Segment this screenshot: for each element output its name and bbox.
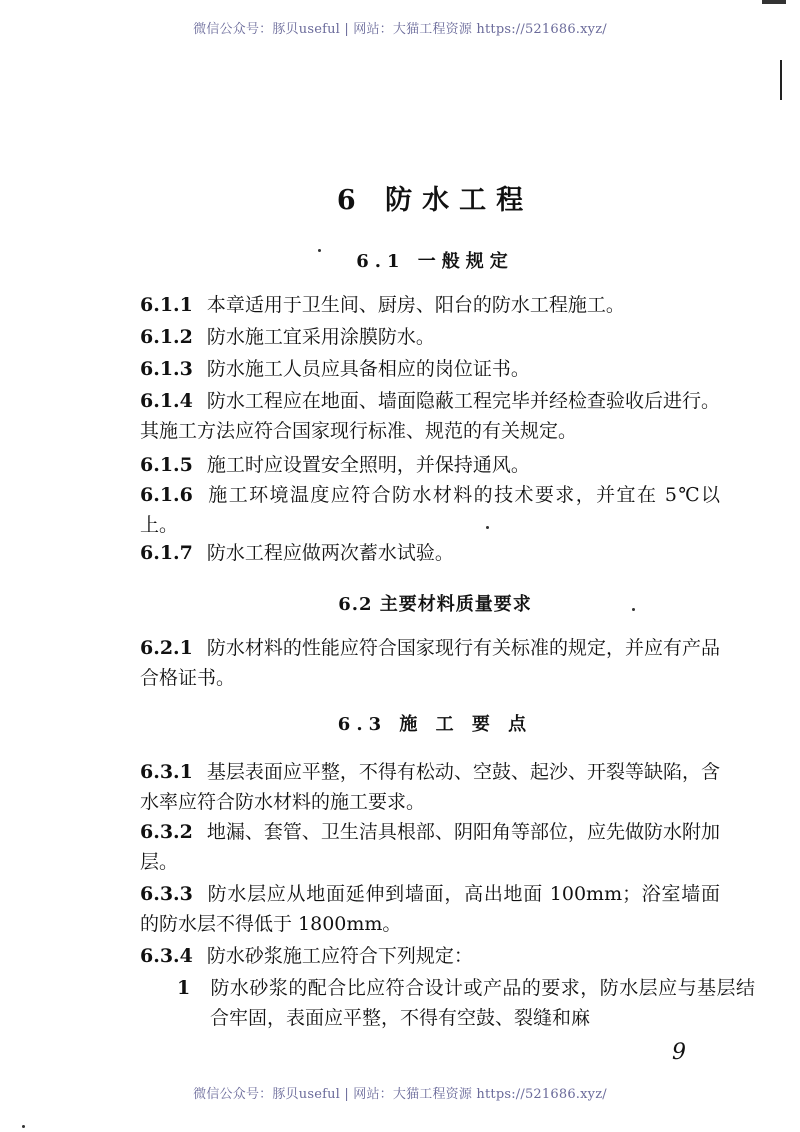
clause-6-1-7 (140, 538, 720, 568)
watermark-bottom: 微信公众号：豚贝useful | 网站：大猫工程资源 https://521686.xyz/ (193, 1087, 607, 1102)
chapter-title: 6 防水工程 (336, 185, 534, 216)
scan-artifact-corner (762, 0, 786, 4)
clause-6-3-3 (140, 879, 720, 939)
item-text: 防水砂浆的配合比应符合设计或产品的要求，防水层应与基层结合牢固，表面应平整，不得有空鼓、裂缝和麻 (210, 977, 755, 1029)
clause-6-1-2 (140, 322, 720, 352)
clause-6-1-3 (140, 354, 720, 384)
clause-6-2-1 (140, 633, 720, 693)
clause-text: 防水工程应做两次蓄水试验。 (206, 542, 454, 564)
clause-6-1-5 (140, 450, 720, 480)
clause-6-1-6 (140, 480, 720, 540)
clause-text: 防水层应从地面延伸到墙面，高出地面 100mm；浴室墙面的防水层不得低于 1800mm。 (140, 883, 720, 935)
clause-number: 6.3.4 (140, 945, 193, 967)
clause-6-1-1 (140, 290, 720, 320)
clause-text: 施工时应设置安全照明，并保持通风。 (206, 454, 530, 476)
clause-number: 6.1.4 (140, 390, 193, 412)
clause-text: 本章适用于卫生间、厨房、阳台的防水工程施工。 (206, 294, 625, 316)
item-number: 1 (177, 977, 191, 999)
clause-6-3-1 (140, 757, 720, 817)
clause-number: 6.3.1 (140, 761, 193, 783)
scan-speck (632, 608, 635, 611)
clause-text: 防水砂浆施工应符合下列规定： (206, 945, 473, 967)
clause-number: 6.1.5 (140, 454, 193, 476)
section-title-6-1: 6.1 一般规定 (356, 251, 514, 272)
clause-number: 6.1.1 (140, 294, 193, 316)
page-number: 9 (672, 1040, 686, 1065)
section-title-6-3: 6.3 施 工 要 点 (337, 714, 533, 735)
clause-6-3-4 (140, 941, 720, 971)
clause-number: 6.1.7 (140, 542, 193, 564)
scan-artifact-edge-line (780, 60, 782, 100)
clause-number: 6.1.3 (140, 358, 193, 380)
clause-text: 地漏、套管、卫生洁具根部、阴阳角等部位，应先做防水附加层。 (140, 821, 720, 873)
clause-text: 防水工程应在地面、墙面隐蔽工程完毕并经检查验收后进行。其施工方法应符合国家现行标准、规范的有关规定。 (140, 390, 720, 442)
clause-number: 6.3.3 (140, 883, 193, 905)
watermark-top: 微信公众号：豚贝useful | 网站：大猫工程资源 https://521686.xyz/ (193, 22, 607, 37)
clause-text: 防水施工宜采用涂膜防水。 (206, 326, 435, 348)
clause-text: 防水施工人员应具备相应的岗位证书。 (206, 358, 530, 380)
clause-text: 防水材料的性能应符合国家现行有关标准的规定，并应有产品合格证书。 (140, 637, 720, 689)
clause-text: 基层表面应平整，不得有松动、空鼓、起沙、开裂等缺陷，含水率应符合防水材料的施工要求。 (140, 761, 720, 813)
clause-text: 施工环境温度应符合防水材料的技术要求，并宜在 5℃以上。 (140, 484, 720, 536)
section-title-6-2: 6.2 主要材料质量要求 (338, 594, 532, 615)
list-item-1 (177, 973, 755, 1033)
scan-speck (22, 1125, 25, 1128)
clause-number: 6.3.2 (140, 821, 193, 843)
clause-6-3-2 (140, 817, 720, 877)
scan-speck (486, 526, 489, 529)
clause-6-1-4 (140, 386, 720, 446)
clause-number: 6.1.2 (140, 326, 193, 348)
clause-number: 6.1.6 (140, 484, 193, 506)
scan-speck (318, 249, 321, 252)
clause-number: 6.2.1 (140, 637, 193, 659)
